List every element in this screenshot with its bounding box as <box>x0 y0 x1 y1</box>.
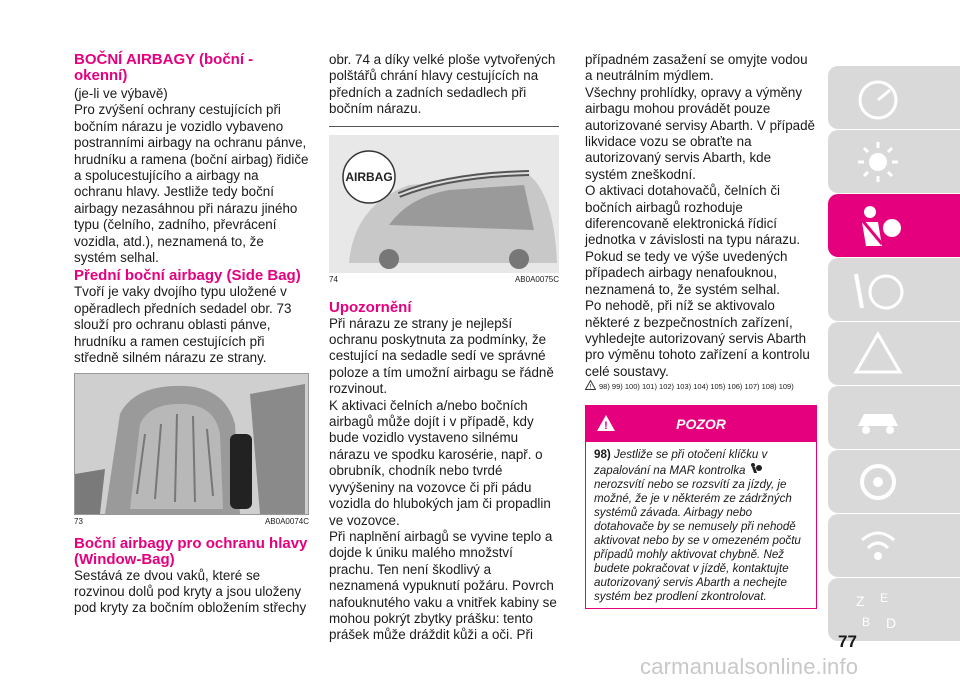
media-icon <box>848 520 908 570</box>
figure-73-caption <box>74 517 309 526</box>
paragraph: obr. 74 a díky velké ploše vytvořených polštářů chrání hlavy cestujících na předních a zadních sedadlech při bočním nárazu. <box>329 52 556 117</box>
paragraph: O aktivaci dotahovačů, čelních či bočních airbagů rozhoduje diferencovaně elektronická řídicí jednotka v závislosti na typu nárazu. Pokud se tedy ve výše uvedených případech airbagy nenafouknou, neznamená to, že systém selhal. <box>585 183 801 297</box>
divider <box>329 126 559 127</box>
tab-maintenance[interactable] <box>828 386 960 449</box>
figure-74-caption <box>329 275 559 284</box>
steering-wheel-icon <box>848 264 908 314</box>
heading-side-airbags: BOČNÍ AIRBAGY (boční - okenní) <box>74 51 254 84</box>
column-2 <box>329 52 559 644</box>
warning-box <box>585 405 817 609</box>
warning-triangle-icon <box>585 380 596 392</box>
figure-code: AB0A0075C <box>514 274 559 284</box>
tab-multimedia[interactable] <box>828 514 960 577</box>
speedometer-icon <box>848 72 908 122</box>
column-1 <box>74 52 309 617</box>
paragraph: K aktivaci čelních a/nebo bočních airbagů může dojít i v případě, kdy bude vozidlo vystaveno silnému nárazu ve spodku karosérie, např. o obrubník, chodník nebo tvrdé vyvýšeniny na vozovce či při pádu vozidla do hlubokých jam či propadlin ve vozovce. <box>329 397 551 528</box>
figure-number: 73 <box>74 516 83 526</box>
paragraph: Po nehodě, při níž se aktivovalo některé z bezpečnostních zařízení, vyhledejte autorizovaný servis Abarth pro výměnu tohoto zařízení a kontrolu celé soustavy. <box>585 298 810 379</box>
sun-light-icon <box>848 136 908 186</box>
tab-dashboard[interactable] <box>828 66 960 129</box>
paragraph: Tvoří je vaky dvojího typu uložené v opěradlech předních sedadel obr. 73 slouží pro ochranu oblasti pánve, hrudníku a ramen cestujících při středně silném nárazu ze strany. <box>74 284 292 366</box>
paragraph: Při nárazu ze strany je nejlepší ochranu poskytnuta za podmínky, že cestující na sedadle sedí ve správné poloze a tím umožní airbagu se řádně rozvinout. <box>329 315 554 397</box>
tab-emergency[interactable] <box>828 322 960 385</box>
alphabet-index-icon <box>848 584 908 634</box>
figure-73-seat-image <box>74 373 309 515</box>
column-3 <box>585 52 817 609</box>
paragraph: (je-li ve výbavě) <box>74 86 168 101</box>
warning-text: Jestliže se při otočení klíčku v zapalování na MAR kontrolka <box>594 448 768 478</box>
seat-illustration <box>75 374 308 514</box>
heading-warning: Upozornění <box>329 298 412 316</box>
page-number: 77 <box>838 632 857 651</box>
warning-triangle-icon <box>848 328 908 378</box>
car-wrench-icon <box>848 392 908 442</box>
svg-text:Z: Z <box>856 593 865 609</box>
wheel-tech-icon <box>848 456 908 506</box>
warning-body <box>586 442 816 608</box>
airbag-label: AIRBAG <box>345 169 393 184</box>
tab-lights[interactable] <box>828 130 960 193</box>
svg-text:!: ! <box>604 420 608 433</box>
svg-text:D: D <box>886 615 897 631</box>
svg-text:B: B <box>862 615 871 629</box>
tab-technical-data[interactable] <box>828 450 960 513</box>
heading-side-bag: Přední boční airbagy (Side Bag) <box>74 267 301 285</box>
airbag-warning-light-icon <box>749 464 763 477</box>
svg-text:E: E <box>880 591 889 605</box>
figure-number: 74 <box>329 274 338 284</box>
heading-window-bag: Boční airbagy pro ochranu hlavy (Window-Bag) <box>74 534 308 568</box>
figure-74-car-image <box>329 135 559 273</box>
figure-code: AB0A0074C <box>264 516 309 526</box>
paragraph: Pro zvýšení ochrany cestujících při bočním nárazu je vozidlo vybaveno postranními airbagy na ochranu pánve, hrudníku a ramena (boční airbag) řidiče a spolucestujícího a airbagy na ochranu hlavy. Jestliže tedy boční airbagy nezasáhnou při nárazu jiného typu (čelního, zadního, převrácení vozidla, atd.), neznamená to, že systém selhal. <box>74 102 309 266</box>
paragraph: Sestává ze dvou vaků, které se rozvinou dolů pod kryty a jsou uloženy pod kryty za bočním obložením střechy <box>74 567 307 616</box>
warning-number: 98) <box>594 448 611 462</box>
tab-safety[interactable] <box>828 194 960 257</box>
warning-header <box>586 406 816 442</box>
warning-title: POZOR <box>676 416 726 433</box>
watermark: carmanualsonline.info <box>640 654 859 679</box>
paragraph: Při naplnění airbagů se vyvine teplo a dojde k úniku malého množství prachu. Ten není škodlivý a neznamená vypuknutí požáru. Povrch nafouknutého vaku a vnitřek kabiny se mohou pokrýt zbytky prášku: tento prášek může dráždit kůži a oči. Při <box>329 528 557 643</box>
seatbelt-airbag-icon <box>848 200 908 250</box>
paragraph: případném zasažení se omyjte vodou a neutrálním mýdlem. <box>585 52 808 84</box>
car-window-illustration <box>329 135 559 273</box>
note-references <box>585 382 817 391</box>
tab-starting-driving[interactable] <box>828 258 960 321</box>
svg-text:!: ! <box>589 384 592 391</box>
paragraph: Všechny prohlídky, opravy a výměny airbagu mohou provádět pouze autorizované servisy Abarth. V případě likvidace vozu se obraťte na autorizovaný servis Abarth, kde systém zneškodní. <box>585 84 816 182</box>
warning-text: nerozsvítí nebo se rozsvítí za jízdy, je možné, že je v některém ze zádržných systémů závada. Airbagy nebo dotahovače by se nemusely při nehodě aktivovat nebo by se v omezeném počtu případů mohly aktivovat chybně. Než budete pokračovat v jízdě, kontaktujte autorizovaný servis Abarth a nechejte systém bez prodlení zkontrolovat. <box>594 478 801 604</box>
reference-list: 98) 99) 100) 101) 102) 103) 104) 105) 106) 107) 108) 109) <box>599 382 794 392</box>
